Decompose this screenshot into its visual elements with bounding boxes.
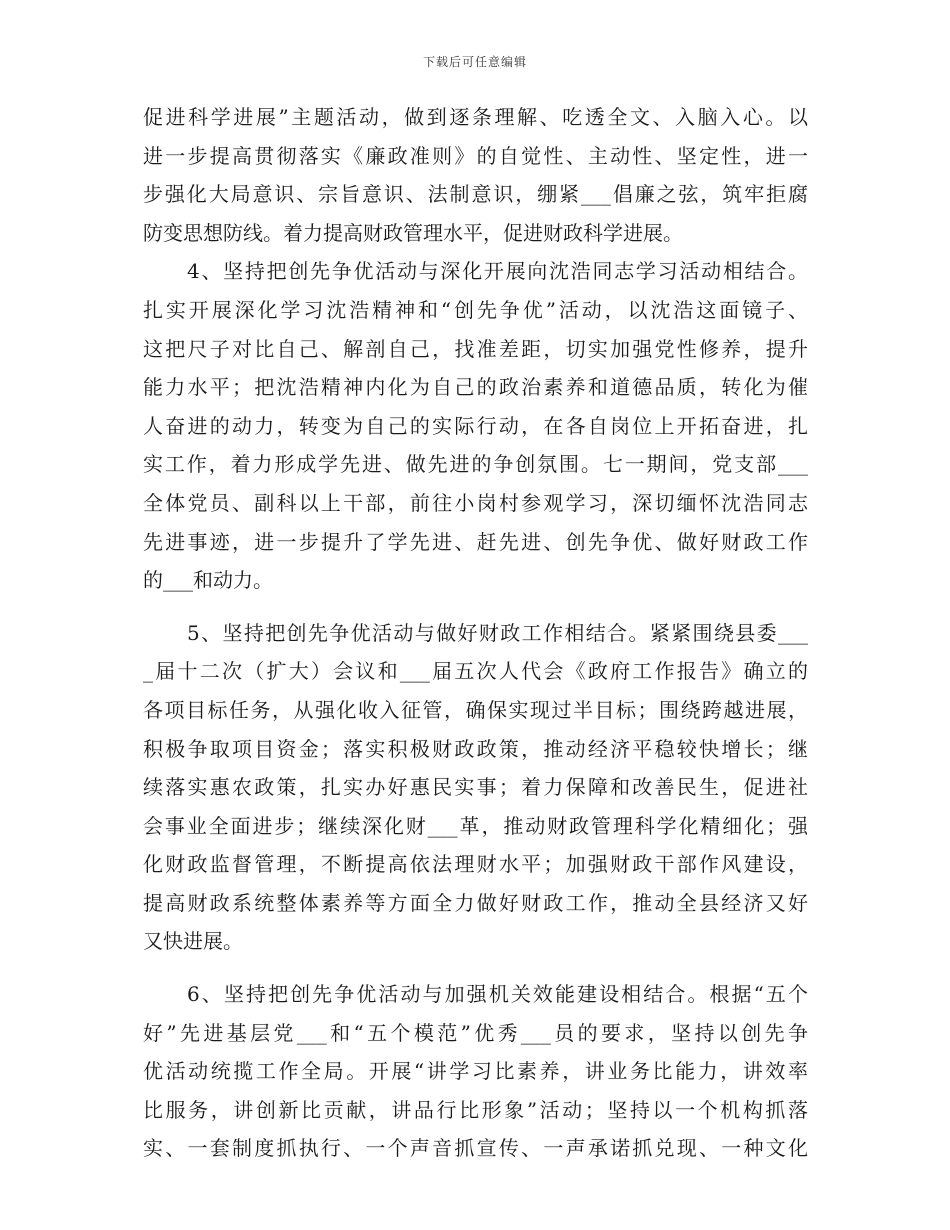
- paragraph-item-5: [143, 614, 808, 961]
- text-line: 防变思想防线。着力提高财政管理水平，促进财政科学进展。: [143, 220, 683, 245]
- text-line: 扎实开展深化学习沈浩精神和“创先争优”活动，以沈浩这面镜子、: [143, 297, 808, 322]
- paragraph-spacer: [143, 961, 808, 975]
- text-line: 好”先进基层党___和“五个模范”优秀___员的要求，坚持以创先争: [143, 1020, 808, 1045]
- text-line: 能力水平；把沈浩精神内化为自己的政治素养和道德品质，转化为催: [143, 375, 808, 400]
- text-line: 比服务，讲创新比贡献，讲品行比形象”活动；坚持以一个机构抓落: [143, 1097, 808, 1122]
- text-line: 全体党员、副科以上干部，前往小岗村参观学习，深切缅怀沈浩同志: [143, 490, 808, 515]
- text-line: _届十二次（扩大）会议和___届五次人代会《政府工作报告》确立的: [143, 659, 808, 684]
- paragraph-item-6: [143, 975, 808, 1168]
- text-line: 又快进展。: [143, 929, 243, 954]
- text-line: 实、一套制度抓执行、一个声音抓宣传、一声承诺抓兑现、一种文化: [143, 1136, 808, 1161]
- text-line: 4、坚持把创先争优活动与深化开展向沈浩同志学习活动相结合。: [187, 259, 808, 284]
- text-line: 各项目标任务，从强化收入征管，确保实现过半目标；围绕跨越进展，: [143, 697, 808, 722]
- page-header: 下载后可任意编辑: [422, 55, 527, 69]
- text-line: 这把尺子对比自己、解剖自己，找准差距，切实加强党性修养，提升: [143, 336, 808, 361]
- text-line: 提高财政系统整体素养等方面全力做好财政工作，推动全县经济又好: [143, 890, 808, 915]
- text-line: 的___和动力。: [143, 568, 273, 593]
- document-body: [143, 98, 808, 1168]
- paragraph-spacer: [143, 600, 808, 614]
- text-line: 5、坚持把创先争优活动与做好财政工作相结合。紧紧围绕县委___: [187, 620, 808, 645]
- text-line: 步强化大局意识、宗旨意识、法制意识，绷紧___倡廉之弦，筑牢拒腐: [143, 182, 808, 207]
- text-line: 进一步提高贯彻落实《廉政准则》的自觉性、主动性、坚定性，进一: [143, 143, 808, 168]
- paragraph-continued: [143, 98, 808, 252]
- text-line: 化财政监督管理，不断提高依法理财水平；加强财政干部作风建设，: [143, 852, 808, 877]
- text-line: 人奋进的动力，转变为自己的实际行动，在各自岗位上开拓奋进，扎: [143, 413, 808, 438]
- text-line: 实工作，着力形成学先进、做先进的争创氛围。七一期间，党支部___: [143, 452, 808, 477]
- text-line: 先进事迹，进一步提升了学先进、赶先进、创先争优、做好财政工作: [143, 529, 808, 554]
- text-line: 积极争取项目资金；落实积极财政政策，推动经济平稳较快增长；继: [143, 736, 808, 761]
- text-line: 促进科学进展”主题活动，做到逐条理解、吃透全文、入脑入心。以: [143, 105, 808, 129]
- text-line: 续落实惠农政策，扎实办好惠民实事；着力保障和改善民生，促进社: [143, 775, 808, 800]
- paragraph-item-4: [143, 252, 808, 599]
- text-line: 会事业全面进步；继续深化财___革，推动财政管理科学化精细化；强: [143, 813, 808, 838]
- text-line: 优活动统揽工作全局。开展“讲学习比素养，讲业务比能力，讲效率: [143, 1059, 808, 1084]
- text-line: 6、坚持把创先争优活动与加强机关效能建设相结合。根据“五个: [187, 982, 808, 1007]
